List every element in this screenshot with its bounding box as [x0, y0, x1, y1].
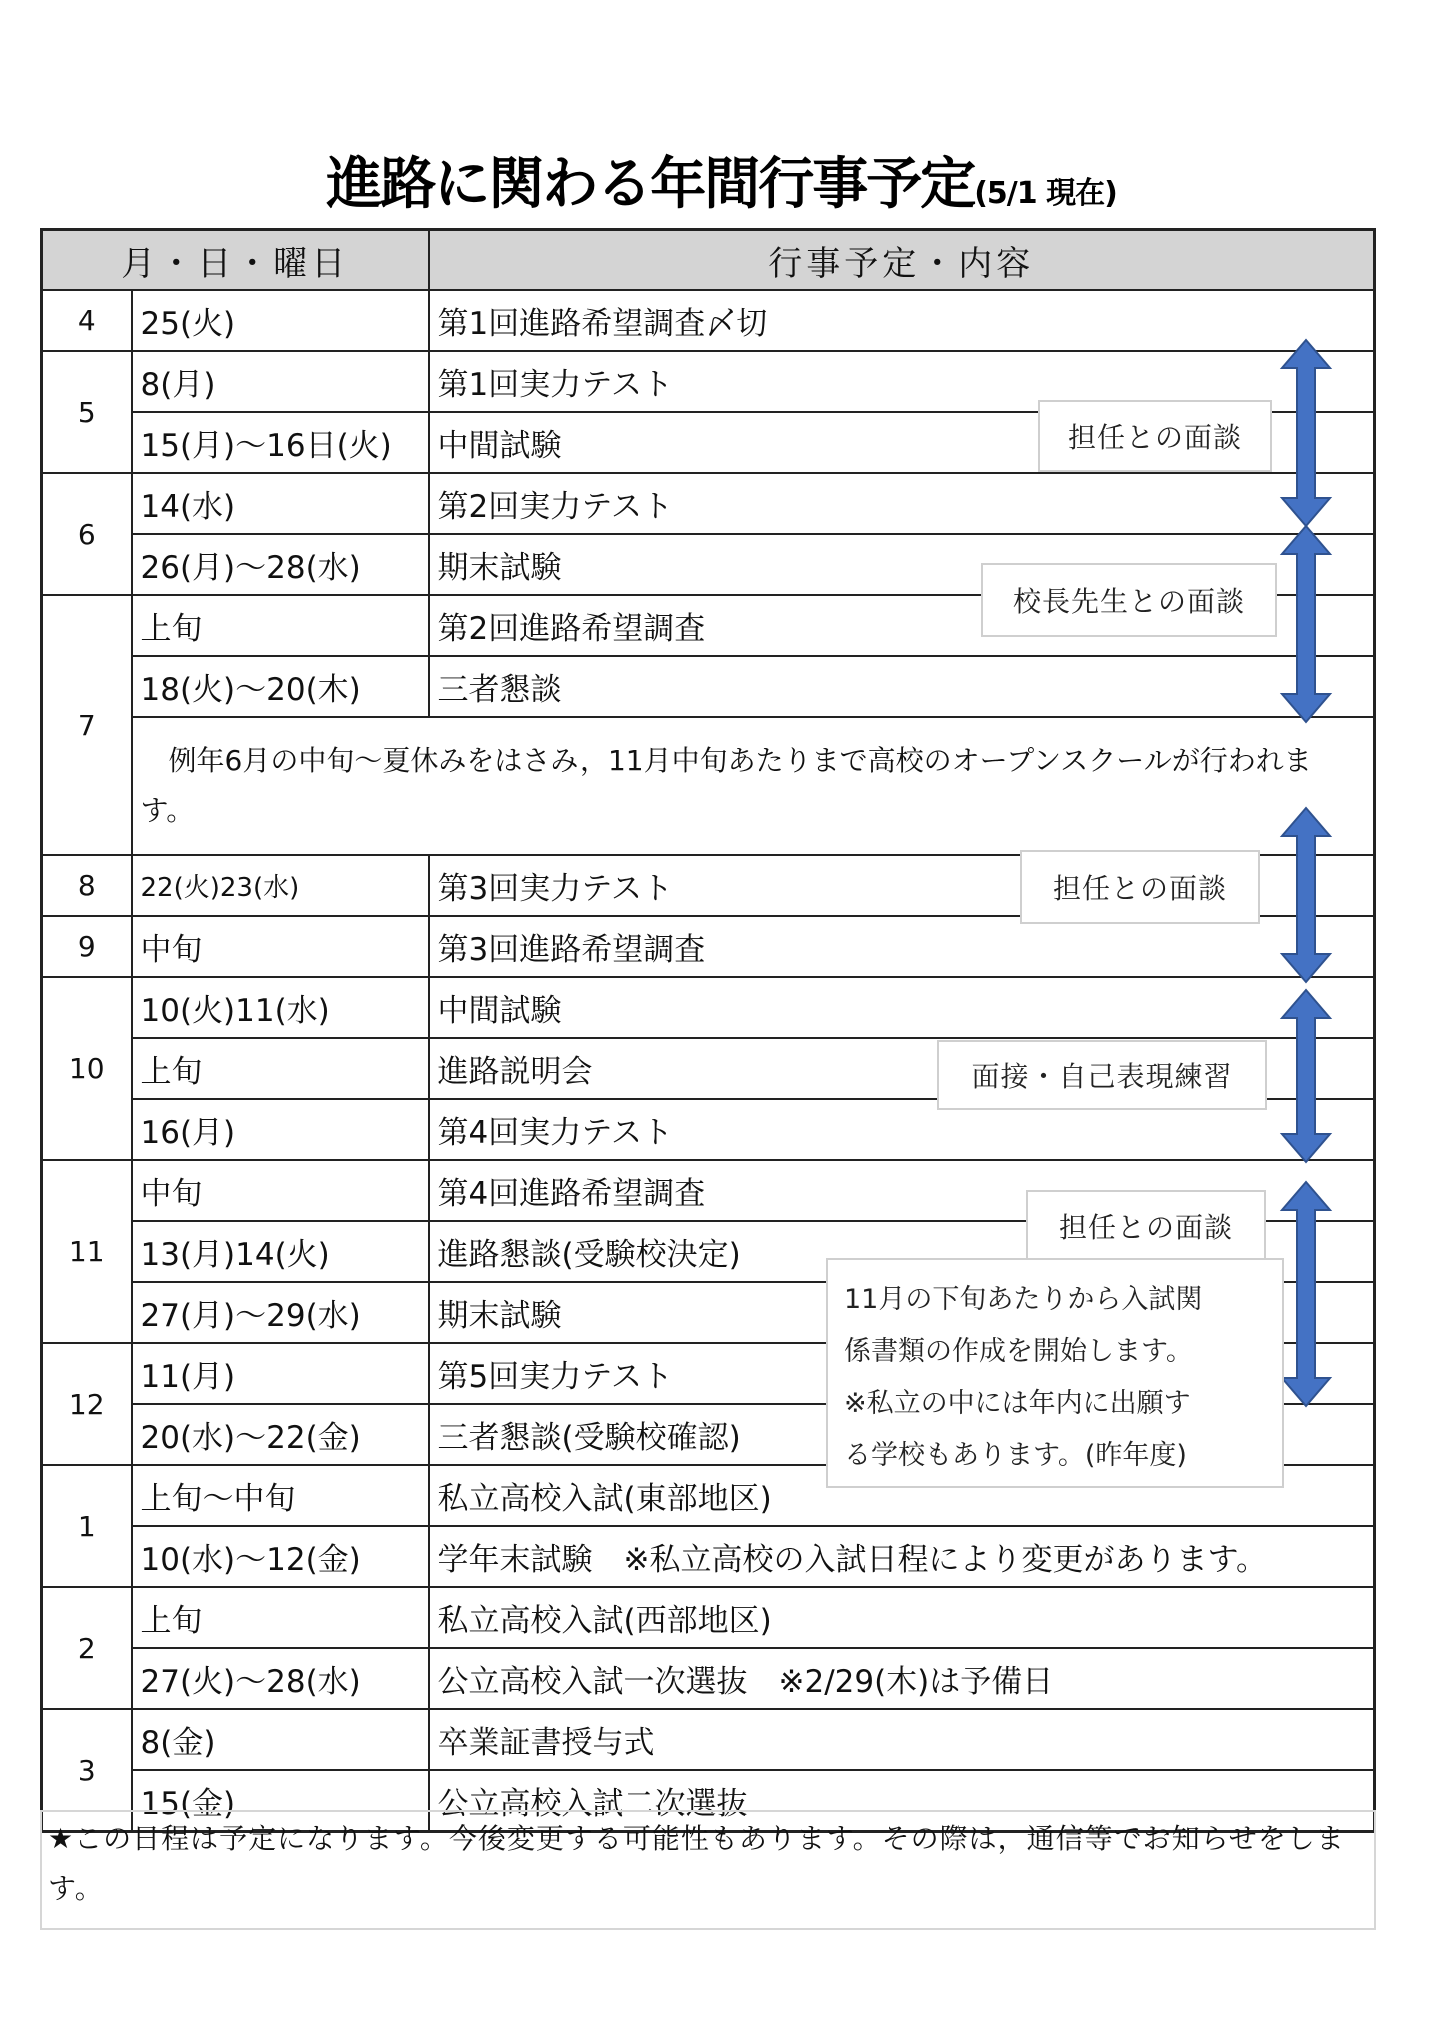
event-cell: 第3回進路希望調査 — [429, 916, 1375, 977]
double-arrow-5 — [1282, 1182, 1330, 1406]
date-cell: 20(水)～22(金) — [132, 1404, 429, 1465]
date-cell: 10(火)11(水) — [132, 977, 429, 1038]
double-arrow-1 — [1282, 340, 1330, 526]
month-cell: 8 — [42, 855, 132, 916]
event-cell: 中間試験 — [429, 977, 1375, 1038]
month-cell: 3 — [42, 1709, 132, 1832]
date-cell: 27(火)～28(水) — [132, 1648, 429, 1709]
date-cell: 10(水)～12(金) — [132, 1526, 429, 1587]
event-cell: 第4回進路希望調査 — [429, 1160, 1375, 1221]
event-cell: 中間試験 — [429, 412, 1375, 473]
title-main: 進路に関わる年間行事予定 — [326, 152, 975, 217]
date-cell: 26(月)～28(水) — [132, 534, 429, 595]
date-cell: 上旬～中旬 — [132, 1465, 429, 1526]
date-cell: 22(火)23(水) — [132, 855, 429, 916]
event-cell: 卒業証書授与式 — [429, 1709, 1375, 1770]
month-cell: 12 — [42, 1343, 132, 1465]
date-cell: 中旬 — [132, 916, 429, 977]
event-cell: 公立高校入試一次選抜 ※2/29(木)は予備日 — [429, 1648, 1375, 1709]
event-cell: 私立高校入試(東部地区) — [429, 1465, 1375, 1526]
open-school-note: 例年6月の中旬～夏休みをはさみ，11月中旬あたりまで高校のオープンスクールが行われます。 — [132, 717, 1375, 855]
double-arrow-3 — [1282, 808, 1330, 982]
date-cell: 27(月)～29(水) — [132, 1282, 429, 1343]
event-cell: 第4回実力テスト — [429, 1099, 1375, 1160]
double-arrow-4 — [1282, 990, 1330, 1162]
date-cell: 中旬 — [132, 1160, 429, 1221]
date-cell: 15(月)～16日(火) — [132, 412, 429, 473]
event-cell: 期末試験 — [429, 1282, 1375, 1343]
event-cell: 三者懇談(受験校確認) — [429, 1404, 1375, 1465]
date-cell: 上旬 — [132, 595, 429, 656]
date-cell: 13(月)14(火) — [132, 1221, 429, 1282]
title-date: (5/1 現在) — [974, 176, 1117, 211]
header-date: 月・日・曜日 — [42, 230, 429, 291]
double-arrow-2 — [1282, 526, 1330, 722]
date-cell: 8(金) — [132, 1709, 429, 1770]
callout-homeroom-interview-3: 担任との面談 — [1026, 1190, 1266, 1262]
month-cell: 10 — [42, 977, 132, 1160]
date-cell: 上旬 — [132, 1587, 429, 1648]
date-cell: 8(月) — [132, 351, 429, 412]
date-cell: 15(金) — [132, 1770, 429, 1832]
month-cell: 7 — [42, 595, 132, 855]
date-cell: 14(水) — [132, 473, 429, 534]
callout-interview-practice: 面接・自己表現練習 — [937, 1040, 1267, 1110]
event-cell: 公立高校入試二次選抜 — [429, 1770, 1375, 1832]
event-cell: 第2回実力テスト — [429, 473, 1375, 534]
month-cell: 2 — [42, 1587, 132, 1709]
month-cell: 11 — [42, 1160, 132, 1343]
month-cell: 4 — [42, 290, 132, 351]
event-cell: 第2回進路希望調査 — [429, 595, 1375, 656]
event-cell: 第3回実力テスト — [429, 855, 1375, 916]
date-cell: 25(火) — [132, 290, 429, 351]
event-cell: 私立高校入試(西部地区) — [429, 1587, 1375, 1648]
month-cell: 6 — [42, 473, 132, 595]
callout-homeroom-interview: 担任との面談 — [1038, 400, 1272, 472]
event-cell: 第5回実力テスト — [429, 1343, 1375, 1404]
event-cell: 期末試験 — [429, 534, 1375, 595]
event-cell: 進路説明会 — [429, 1038, 1375, 1099]
callout-application-note: 11月の下旬あたりから入試関 係書類の作成を開始します。 ※私立の中には年内に出願す る学校もあります。(昨年度) — [826, 1258, 1284, 1488]
event-cell: 学年末試験 ※私立高校の入試日程により変更があります。 — [429, 1526, 1375, 1587]
month-cell: 1 — [42, 1465, 132, 1587]
month-cell: 9 — [42, 916, 132, 977]
date-cell: 上旬 — [132, 1038, 429, 1099]
event-cell: 第1回実力テスト — [429, 351, 1375, 412]
date-cell: 11(月) — [132, 1343, 429, 1404]
month-cell: 5 — [42, 351, 132, 473]
date-cell: 16(月) — [132, 1099, 429, 1160]
date-cell: 18(火)～20(木) — [132, 656, 429, 717]
footer-note: ★この日程は予定になります。今後変更する可能性もあります。その際は，通信等でお知らせをします。 — [40, 1810, 1376, 1930]
event-cell: 第1回進路希望調査〆切 — [429, 290, 1375, 351]
event-cell: 三者懇談 — [429, 656, 1375, 717]
callout-homeroom-interview-2: 担任との面談 — [1020, 850, 1260, 924]
event-cell: 進路懇談(受験校決定) — [429, 1221, 1375, 1282]
header-event: 行事予定・内容 — [429, 230, 1375, 291]
callout-principal-interview: 校長先生との面談 — [981, 563, 1277, 637]
